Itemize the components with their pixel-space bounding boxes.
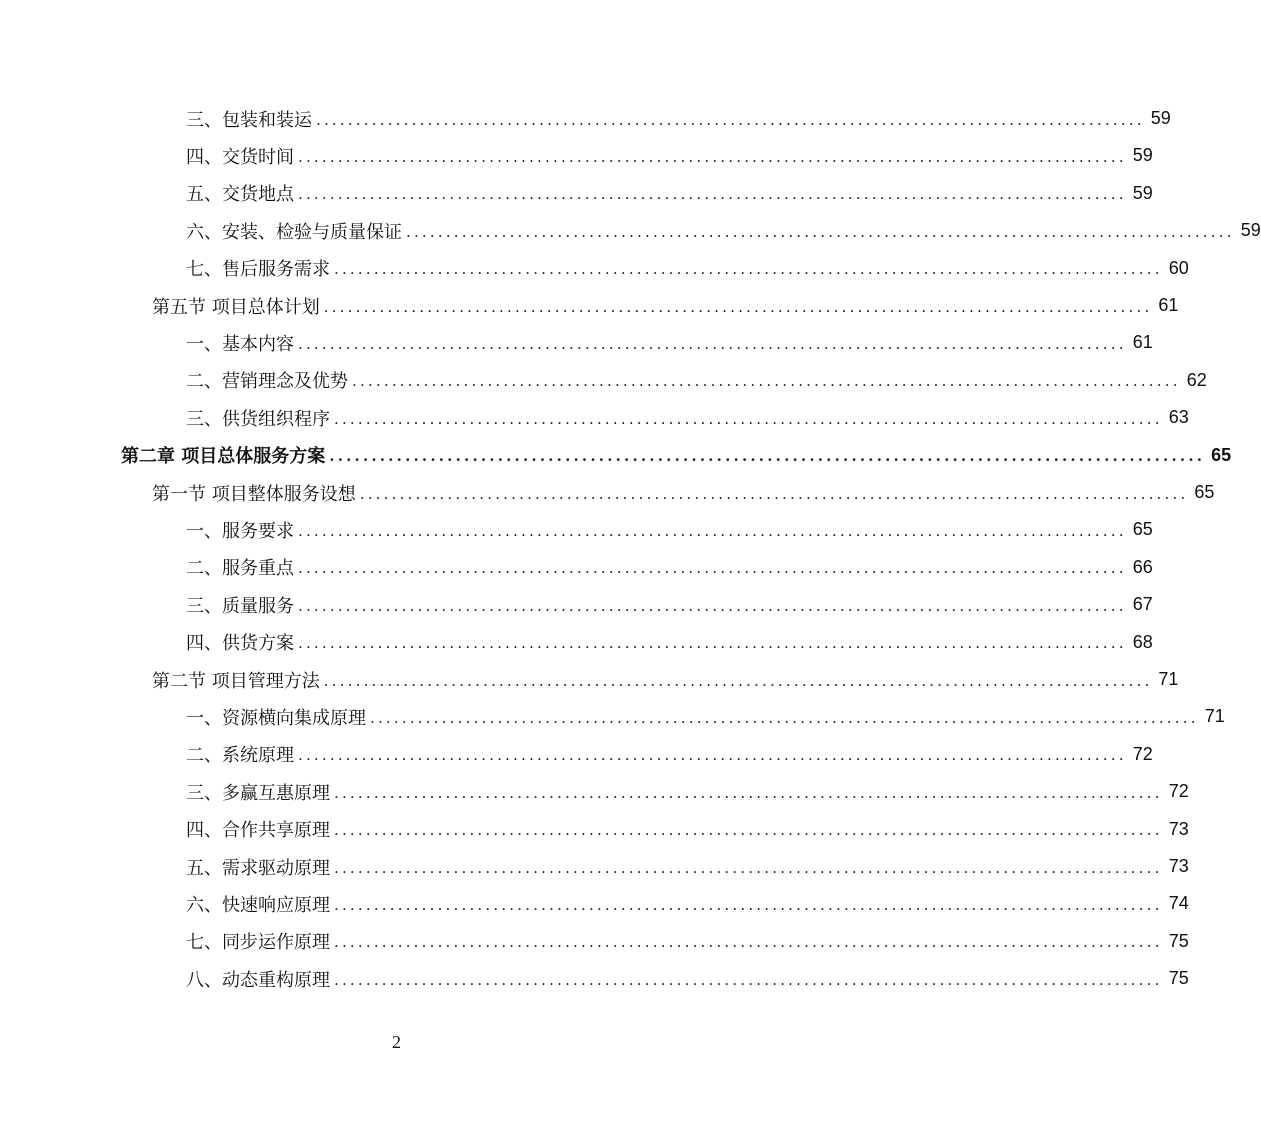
toc-entry-page: 75 — [1168, 968, 1189, 989]
toc-entry-page: 59 — [1132, 182, 1153, 203]
toc-entry-title: 一、基本内容 — [186, 333, 294, 355]
toc-entry-page: 61 — [1158, 295, 1179, 315]
toc-entry-page: 59 — [1150, 108, 1171, 128]
toc-entry-title: 六、快速响应原理 — [186, 894, 330, 916]
toc-entry-page: 59 — [1240, 220, 1261, 241]
toc-entry-title: 四、合作共享原理 — [186, 820, 330, 842]
dot-leader: ........................................................................................................ — [298, 185, 1127, 204]
dot-leader: ........................................................................................................ — [298, 521, 1127, 540]
toc-entry-page: 71 — [1204, 706, 1225, 727]
dot-leader: ........................................................................................................ — [298, 634, 1127, 653]
toc-entry-title: 五、交货地点 — [186, 184, 294, 206]
toc-entry-page: 68 — [1132, 631, 1153, 652]
dot-leader: ........................................................................................................ — [298, 746, 1127, 765]
dot-leader: ........................................................................................................ — [323, 297, 1153, 316]
toc-entry-title: 五、需求驱动原理 — [186, 857, 330, 879]
dot-leader: ........................................................................................................ — [334, 409, 1163, 428]
dot-leader: ........................................................................................................ — [329, 447, 1206, 466]
dot-leader: ........................................................................................................ — [334, 783, 1163, 802]
toc-entry[interactable] — [186, 250, 1189, 287]
toc-entry-page: 62 — [1186, 369, 1207, 390]
page-number: 2 — [392, 1032, 401, 1052]
toc-entry-page: 67 — [1132, 594, 1153, 615]
dot-leader: ........................................................................................................ — [298, 147, 1127, 166]
toc-entry[interactable] — [186, 175, 1153, 212]
toc-entry[interactable] — [152, 474, 1215, 511]
dot-leader: ........................................................................................................ — [334, 858, 1163, 877]
toc-entry[interactable] — [186, 736, 1153, 773]
toc-entry-title: 三、包装和装运 — [186, 109, 312, 131]
toc-entry-chapter[interactable] — [121, 437, 1232, 474]
toc-entry-title: 第五节 项目总体计划 — [152, 296, 320, 318]
toc-entry-title: 三、质量服务 — [186, 595, 294, 617]
dot-leader: ........................................................................................................ — [370, 708, 1199, 727]
toc-entry[interactable] — [186, 100, 1171, 137]
toc-entry-title: 二、服务重点 — [186, 558, 294, 580]
dot-leader: ........................................................................................................ — [323, 671, 1153, 690]
toc-entry-title: 一、资源横向集成原理 — [186, 707, 366, 729]
toc-entry-page: 63 — [1168, 407, 1189, 428]
toc-entry-title: 七、售后服务需求 — [186, 259, 330, 281]
dot-leader: ........................................................................................................ — [316, 110, 1145, 129]
dot-leader: ........................................................................................................ — [359, 484, 1189, 503]
toc-entry-title: 八、动态重构原理 — [186, 969, 330, 991]
toc-entry[interactable] — [186, 923, 1189, 960]
toc-entry[interactable] — [186, 549, 1153, 586]
toc-entry[interactable] — [186, 362, 1207, 399]
dot-leader: ........................................................................................................ — [352, 372, 1181, 391]
toc-entry-title: 三、供货组织程序 — [186, 408, 330, 430]
toc-entry[interactable] — [186, 960, 1189, 997]
toc-entry[interactable] — [186, 773, 1189, 810]
toc-entry-title: 四、供货方案 — [186, 633, 294, 655]
toc-entry-page: 60 — [1168, 257, 1189, 278]
toc-entry-title: 一、服务要求 — [186, 520, 294, 542]
toc-entry-title: 第二章 项目总体服务方案 — [121, 446, 326, 468]
toc-entry[interactable] — [186, 624, 1153, 661]
toc-entry-title: 四、交货时间 — [186, 146, 294, 168]
toc-entry[interactable] — [186, 885, 1189, 922]
toc-entry-page: 73 — [1168, 856, 1189, 876]
toc-entry-page: 65 — [1194, 482, 1215, 502]
dot-leader: ........................................................................................................ — [334, 895, 1163, 914]
toc-entry[interactable] — [186, 811, 1189, 848]
toc-entry[interactable] — [186, 511, 1153, 548]
toc-entry-title: 二、营销理念及优势 — [186, 371, 348, 393]
toc-entry-title: 六、安装、检验与质量保证 — [186, 221, 402, 243]
toc-entry-page: 65 — [1132, 519, 1153, 540]
toc-entry-page: 72 — [1168, 781, 1189, 802]
toc-entry[interactable] — [152, 287, 1179, 324]
toc-entry-page: 66 — [1132, 556, 1153, 577]
toc-entry[interactable] — [186, 212, 1261, 249]
toc-entry-title: 第二节 项目管理方法 — [152, 670, 320, 692]
dot-leader: ........................................................................................................ — [334, 821, 1163, 840]
toc-entry-title: 二、系统原理 — [186, 745, 294, 767]
toc-entry-page: 61 — [1132, 332, 1153, 353]
dot-leader: ........................................................................................................ — [298, 334, 1127, 353]
toc-entry-page: 73 — [1168, 818, 1189, 839]
toc-entry-page: 75 — [1168, 930, 1189, 951]
toc-entry[interactable] — [152, 661, 1179, 698]
toc-entry[interactable] — [186, 137, 1153, 174]
toc-entry[interactable] — [186, 324, 1153, 361]
toc-entry-title: 七、同步运作原理 — [186, 932, 330, 954]
dot-leader: ........................................................................................................ — [334, 260, 1163, 279]
toc-entry[interactable] — [186, 586, 1153, 623]
dot-leader: ........................................................................................................ — [334, 970, 1163, 989]
toc-entry-page: 74 — [1168, 893, 1189, 914]
toc-entry[interactable] — [186, 698, 1225, 735]
dot-leader: ........................................................................................................ — [298, 596, 1127, 615]
toc-entry[interactable] — [186, 848, 1189, 885]
dot-leader: ........................................................................................................ — [334, 933, 1163, 952]
toc-entry-title: 第一节 项目整体服务设想 — [152, 483, 356, 505]
dot-leader: ........................................................................................................ — [406, 222, 1235, 241]
toc-entry-title: 三、多赢互惠原理 — [186, 782, 330, 804]
toc-entry[interactable] — [186, 399, 1189, 436]
toc-entry-page: 71 — [1158, 669, 1179, 689]
toc-entry-page: 72 — [1132, 743, 1153, 764]
dot-leader: ........................................................................................................ — [298, 559, 1127, 578]
toc-entry-page: 65 — [1211, 444, 1232, 465]
toc-entry-page: 59 — [1132, 145, 1153, 166]
